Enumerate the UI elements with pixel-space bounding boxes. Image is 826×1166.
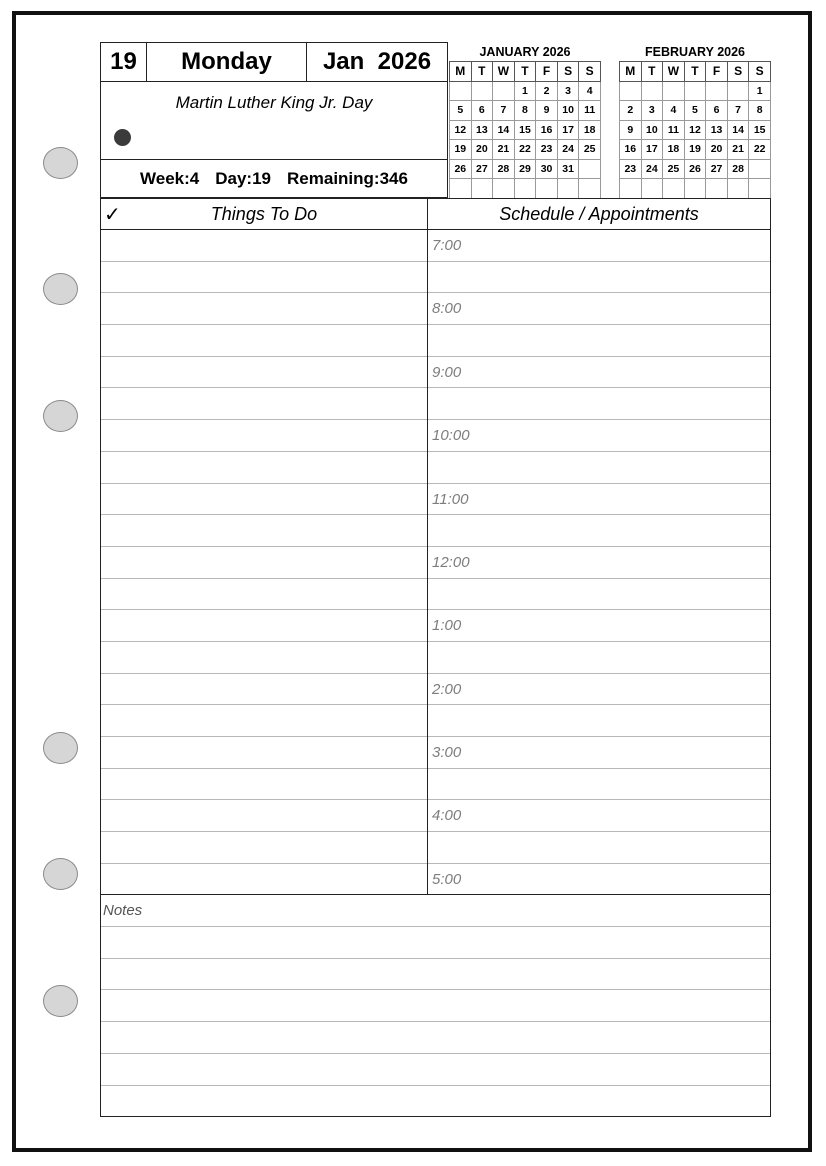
weekday-header-cell: T <box>514 62 536 82</box>
todo-row[interactable] <box>101 674 427 706</box>
calendar-day-cell <box>557 179 579 199</box>
week-count: Week:4 <box>140 168 200 188</box>
todo-row[interactable] <box>101 262 427 294</box>
calendar-day-cell <box>471 81 493 101</box>
calendar-day-cell: 9 <box>620 120 642 140</box>
todo-row[interactable] <box>101 452 427 484</box>
calendar-day-cell <box>684 81 706 101</box>
calendar-day-cell <box>450 81 472 101</box>
calendar-day-cell <box>727 179 749 199</box>
calendar-day-cell: 19 <box>684 140 706 160</box>
calendar-day-cell: 5 <box>684 101 706 121</box>
holiday-box <box>100 82 448 160</box>
schedule-half-row[interactable] <box>428 388 770 420</box>
note-line[interactable] <box>101 926 770 927</box>
calendar-day-cell: 19 <box>450 140 472 160</box>
schedule-half-row[interactable] <box>428 515 770 547</box>
calendar-day-cell: 27 <box>471 159 493 179</box>
time-label: 12:00 <box>432 553 470 571</box>
time-label: 2:00 <box>432 680 462 698</box>
schedule-hour-row[interactable] <box>428 674 770 706</box>
calendar-day-cell: 10 <box>641 120 663 140</box>
calendar-day-cell <box>450 179 472 199</box>
todo-row[interactable] <box>101 737 427 769</box>
calendar-day-cell: 20 <box>471 140 493 160</box>
calendar-day-cell: 6 <box>706 101 728 121</box>
calendar-day-cell <box>620 179 642 199</box>
time-label: 9:00 <box>432 363 462 381</box>
weekday-header-cell: T <box>641 62 663 82</box>
calendar-day-cell: 6 <box>471 101 493 121</box>
mini-calendar-title: FEBRUARY 2026 <box>644 45 746 59</box>
calendar-day-cell: 17 <box>641 140 663 160</box>
calendar-day-cell <box>493 81 515 101</box>
weekday: Monday <box>147 43 307 81</box>
weekday-header-cell: F <box>706 62 728 82</box>
calendar-day-cell <box>663 179 685 199</box>
calendar-day-cell: 23 <box>536 140 558 160</box>
planner-body <box>100 198 771 895</box>
mini-calendar-grid <box>449 61 601 199</box>
calendar-day-cell: 16 <box>620 140 642 160</box>
calendar-day-cell: 13 <box>706 120 728 140</box>
calendar-day-cell: 10 <box>557 101 579 121</box>
time-label: 1:00 <box>432 617 462 635</box>
month-year: Jan 2026 <box>322 48 432 75</box>
calendar-day-cell: 12 <box>450 120 472 140</box>
calendar-day-cell <box>663 81 685 101</box>
schedule-hour-row[interactable] <box>428 547 770 579</box>
note-line[interactable] <box>101 989 770 990</box>
binder-hole <box>43 732 78 764</box>
time-label: 7:00 <box>432 237 462 254</box>
checkmark-icon: ✓ <box>104 202 121 226</box>
todo-row[interactable] <box>101 230 427 262</box>
todo-row[interactable] <box>101 769 427 801</box>
calendar-day-cell: 28 <box>727 159 749 179</box>
schedule-hour-row[interactable] <box>428 864 770 896</box>
calendar-day-cell: 18 <box>579 120 601 140</box>
time-label: 4:00 <box>432 807 462 825</box>
calendar-day-cell: 22 <box>514 140 536 160</box>
todo-rows <box>101 230 427 895</box>
schedule-hour-row[interactable] <box>428 357 770 389</box>
todo-row[interactable] <box>101 388 427 420</box>
schedule-rows <box>428 230 770 895</box>
calendar-day-cell: 22 <box>749 140 771 160</box>
calendar-day-cell: 12 <box>684 120 706 140</box>
day-number: 19 <box>101 43 147 81</box>
todo-row[interactable] <box>101 357 427 389</box>
binder-hole <box>43 400 78 432</box>
binder-hole <box>43 858 78 890</box>
calendar-day-cell <box>579 179 601 199</box>
holiday-name: Martin Luther King Jr. Day <box>175 93 373 112</box>
calendar-day-cell <box>706 81 728 101</box>
calendar-day-cell: 30 <box>536 159 558 179</box>
calendar-day-cell: 26 <box>684 159 706 179</box>
calendar-day-cell: 8 <box>514 101 536 121</box>
weekday-header-cell: W <box>663 62 685 82</box>
calendar-day-cell: 29 <box>514 159 536 179</box>
calendar-day-cell: 24 <box>641 159 663 179</box>
schedule-half-row[interactable] <box>428 832 770 864</box>
calendar-day-cell: 25 <box>579 140 601 160</box>
calendar-day-cell: 5 <box>450 101 472 121</box>
todo-row[interactable] <box>101 705 427 737</box>
weekday-header-cell: W <box>493 62 515 82</box>
todo-row[interactable] <box>101 832 427 864</box>
mini-calendar-january <box>449 44 601 199</box>
todo-heading: Things To Do <box>210 203 318 224</box>
weekday-header-cell: S <box>557 62 579 82</box>
schedule-hour-row[interactable] <box>428 230 770 262</box>
weekday-header-cell: F <box>536 62 558 82</box>
note-line[interactable] <box>101 1085 770 1086</box>
calendar-day-cell: 21 <box>493 140 515 160</box>
notes-label: Notes <box>103 902 143 919</box>
calendar-day-cell: 16 <box>536 120 558 140</box>
calendar-day-cell <box>536 179 558 199</box>
weekday-header-cell: S <box>749 62 771 82</box>
mini-calendar-grid <box>619 61 771 199</box>
mini-calendar-february <box>619 44 771 199</box>
weekday-header-cell: S <box>727 62 749 82</box>
schedule-half-row[interactable] <box>428 705 770 737</box>
todo-column <box>101 199 428 894</box>
day-stats <box>100 160 448 198</box>
calendar-day-cell: 15 <box>514 120 536 140</box>
calendar-day-cell <box>641 179 663 199</box>
weekday-header-cell: T <box>684 62 706 82</box>
todo-header <box>101 199 427 230</box>
schedule-half-row[interactable] <box>428 579 770 611</box>
time-label: 3:00 <box>432 744 462 761</box>
calendar-day-cell: 2 <box>536 81 558 101</box>
time-label: 5:00 <box>432 870 462 888</box>
binder-hole <box>43 273 78 305</box>
note-line[interactable] <box>101 1053 770 1054</box>
schedule-half-row[interactable] <box>428 642 770 674</box>
calendar-day-cell <box>471 179 493 199</box>
schedule-hour-row[interactable] <box>428 420 770 452</box>
schedule-hour-row[interactable] <box>428 800 770 832</box>
calendar-day-cell: 7 <box>727 101 749 121</box>
calendar-day-cell: 4 <box>663 101 685 121</box>
calendar-day-cell <box>706 179 728 199</box>
weekday-header-cell: M <box>620 62 642 82</box>
todo-row[interactable] <box>101 420 427 452</box>
notes-section <box>100 895 771 1117</box>
note-line[interactable] <box>101 958 770 959</box>
schedule-half-row[interactable] <box>428 262 770 294</box>
schedule-header <box>428 199 770 230</box>
calendar-day-cell: 14 <box>727 120 749 140</box>
calendar-day-cell <box>749 159 771 179</box>
calendar-day-cell: 25 <box>663 159 685 179</box>
day-count: Day:19 <box>215 168 272 188</box>
schedule-half-row[interactable] <box>428 452 770 484</box>
calendar-day-cell: 20 <box>706 140 728 160</box>
calendar-day-cell: 27 <box>706 159 728 179</box>
date-header <box>100 42 448 82</box>
todo-row[interactable] <box>101 610 427 642</box>
calendar-day-cell: 3 <box>641 101 663 121</box>
todo-row[interactable] <box>101 800 427 832</box>
schedule-half-row[interactable] <box>428 325 770 357</box>
todo-row[interactable] <box>101 547 427 579</box>
calendar-day-cell <box>620 81 642 101</box>
binder-hole <box>43 985 78 1017</box>
schedule-heading: Schedule / Appointments <box>499 203 699 224</box>
binder-hole <box>43 147 78 179</box>
calendar-day-cell: 17 <box>557 120 579 140</box>
time-label: 8:00 <box>432 300 462 318</box>
remaining-count: Remaining:346 <box>287 168 408 188</box>
calendar-day-cell: 15 <box>749 120 771 140</box>
calendar-day-cell: 1 <box>514 81 536 101</box>
calendar-day-cell: 11 <box>663 120 685 140</box>
todo-row[interactable] <box>101 515 427 547</box>
calendar-day-cell <box>493 179 515 199</box>
calendar-day-cell <box>641 81 663 101</box>
calendar-day-cell <box>579 159 601 179</box>
calendar-day-cell: 26 <box>450 159 472 179</box>
calendar-day-cell: 21 <box>727 140 749 160</box>
schedule-hour-row[interactable] <box>428 484 770 516</box>
calendar-day-cell: 7 <box>493 101 515 121</box>
schedule-hour-row[interactable] <box>428 737 770 769</box>
schedule-hour-row[interactable] <box>428 610 770 642</box>
todo-row[interactable] <box>101 325 427 357</box>
calendar-day-cell <box>749 179 771 199</box>
calendar-day-cell: 11 <box>579 101 601 121</box>
note-line[interactable] <box>101 1021 770 1022</box>
calendar-day-cell <box>727 81 749 101</box>
todo-row[interactable] <box>101 642 427 674</box>
calendar-day-cell: 18 <box>663 140 685 160</box>
calendar-day-cell: 13 <box>471 120 493 140</box>
todo-row[interactable] <box>101 484 427 516</box>
calendar-day-cell <box>684 179 706 199</box>
schedule-half-row[interactable] <box>428 769 770 801</box>
calendar-day-cell: 28 <box>493 159 515 179</box>
calendar-day-cell: 24 <box>557 140 579 160</box>
weekday-header-cell: T <box>471 62 493 82</box>
todo-row[interactable] <box>101 579 427 611</box>
moon-phase-icon <box>114 129 131 146</box>
calendar-day-cell: 1 <box>749 81 771 101</box>
calendar-day-cell: 14 <box>493 120 515 140</box>
schedule-column <box>428 199 770 894</box>
mini-calendar-title: JANUARY 2026 <box>479 45 571 59</box>
schedule-hour-row[interactable] <box>428 293 770 325</box>
weekday-header-cell: S <box>579 62 601 82</box>
calendar-day-cell: 31 <box>557 159 579 179</box>
calendar-day-cell: 23 <box>620 159 642 179</box>
todo-row[interactable] <box>101 864 427 896</box>
time-label: 10:00 <box>432 427 470 445</box>
calendar-day-cell: 8 <box>749 101 771 121</box>
calendar-day-cell: 3 <box>557 81 579 101</box>
time-label: 11:00 <box>432 490 469 508</box>
calendar-day-cell <box>514 179 536 199</box>
calendar-day-cell: 9 <box>536 101 558 121</box>
todo-row[interactable] <box>101 293 427 325</box>
calendar-day-cell: 2 <box>620 101 642 121</box>
calendar-day-cell: 4 <box>579 81 601 101</box>
weekday-header-cell: M <box>450 62 472 82</box>
